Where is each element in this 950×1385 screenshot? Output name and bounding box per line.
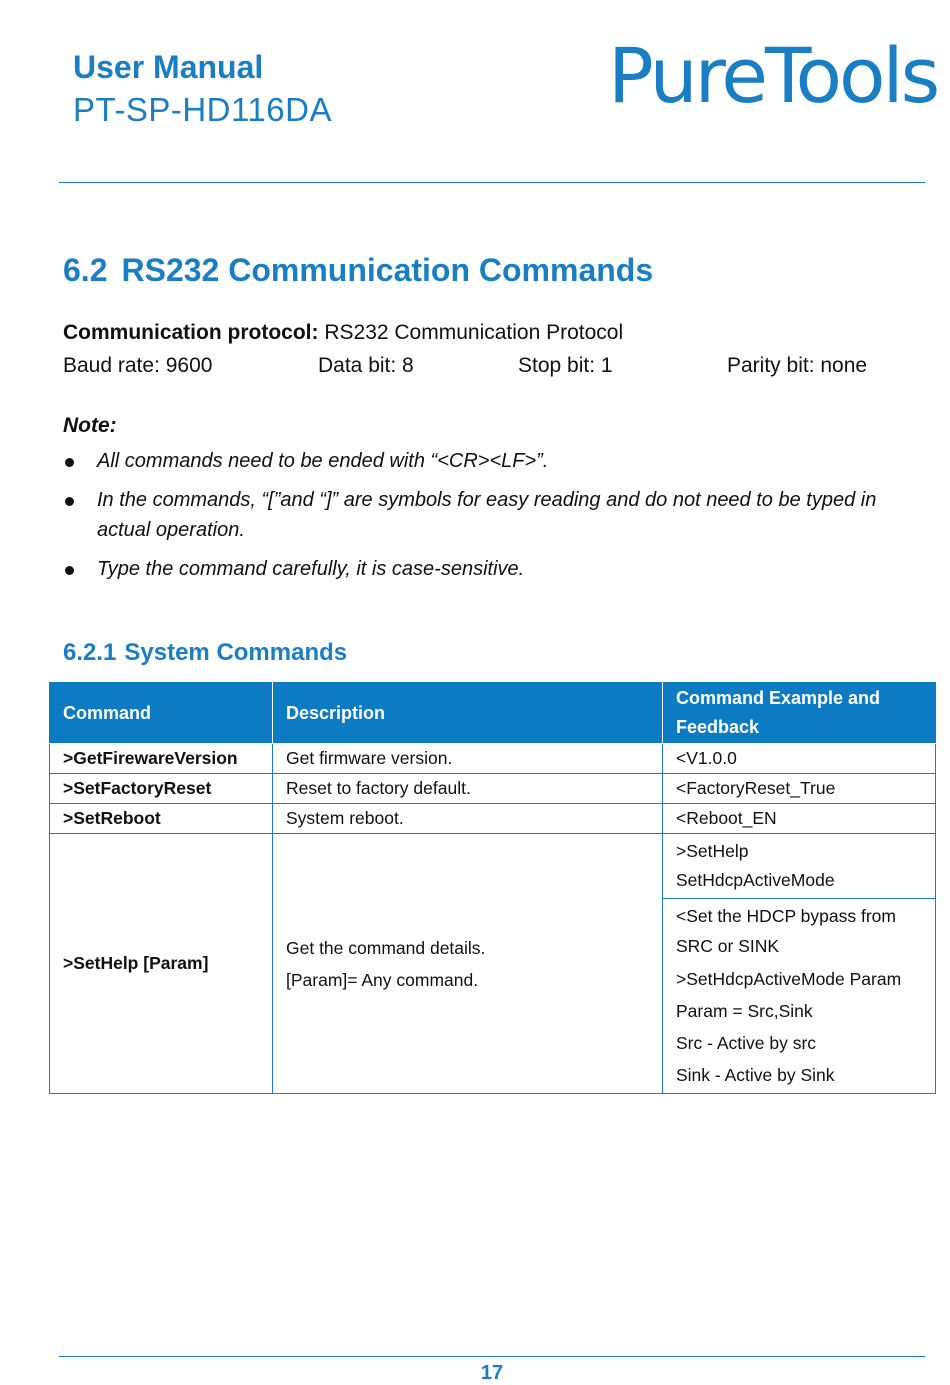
puretools-logo: PureTools: [608, 31, 938, 120]
parity-bit: Parity bit: none: [727, 354, 868, 377]
header-description: Description: [273, 683, 663, 744]
description-cell: Get firmware version.: [273, 744, 663, 774]
list-item: All commands need to be ended with “<CR><LF>”.: [63, 446, 893, 476]
table-row: [50, 804, 936, 834]
description-cell: System reboot.: [273, 804, 663, 834]
protocol-value: RS232 Communication Protocol: [324, 321, 624, 344]
subsection-number: 6.2.1: [63, 639, 117, 666]
subsection-title: System Commands: [124, 639, 348, 666]
table-header-row: [50, 683, 936, 744]
command-cell: >GetFirewareVersion: [50, 744, 273, 774]
list-item: Type the command carefully, it is case-sensitive.: [63, 554, 893, 584]
section-number: 6.2: [63, 252, 108, 288]
data-bit: Data bit: 8: [318, 354, 414, 377]
section-title: RS232 Communication Commands: [121, 252, 654, 288]
table-row: [50, 834, 936, 1094]
document-title: [73, 46, 332, 132]
list-item: In the commands, “[”and “]” are symbols for easy reading and do not need to be typed in actual operation.: [63, 485, 893, 545]
example-cell: <V1.0.0: [663, 744, 936, 774]
stop-bit: Stop bit: 1: [518, 354, 613, 377]
section-heading: [63, 248, 653, 292]
note-list: [63, 446, 893, 593]
subsection-heading: [63, 636, 347, 670]
system-commands-table: [49, 682, 936, 1094]
help-example-request: >SetHelp SetHdcpActiveMode: [663, 834, 935, 899]
baud-rate: Baud rate: 9600: [63, 354, 213, 377]
bullet-icon: [65, 497, 74, 506]
protocol-line: [63, 316, 623, 350]
protocol-label: Communication protocol:: [63, 321, 319, 344]
example-cell: <FactoryReset_True: [663, 774, 936, 804]
bullet-icon: [65, 458, 74, 467]
header-example: Command Example and Feedback: [663, 683, 936, 744]
help-example-feedback: <Set the HDCP bypass from SRC or SINK >SetHdcpActiveMode Param Param = Src,Sink Src - Active by src Sink - Active by Sink: [676, 906, 902, 1085]
header-divider: [59, 182, 925, 183]
table-row: [50, 744, 936, 774]
header-command: Command: [50, 683, 273, 744]
note-label: Note:: [63, 414, 117, 437]
table-row: [50, 774, 936, 804]
manual-label: User Manual: [73, 49, 264, 85]
example-cell: <Reboot_EN: [663, 804, 936, 834]
description-cell: Get the command details. [Param]= Any command.: [273, 834, 663, 1094]
bullet-icon: [65, 566, 74, 575]
command-cell: >SetFactoryReset: [50, 774, 273, 804]
footer-divider: [59, 1356, 925, 1357]
command-cell: >SetReboot: [50, 804, 273, 834]
command-cell: >SetHelp [Param]: [50, 834, 273, 1094]
model-number: PT-SP-HD116DA: [73, 91, 332, 128]
example-cell: [663, 834, 936, 1094]
page-number: 17: [480, 1362, 504, 1384]
description-cell: Reset to factory default.: [273, 774, 663, 804]
